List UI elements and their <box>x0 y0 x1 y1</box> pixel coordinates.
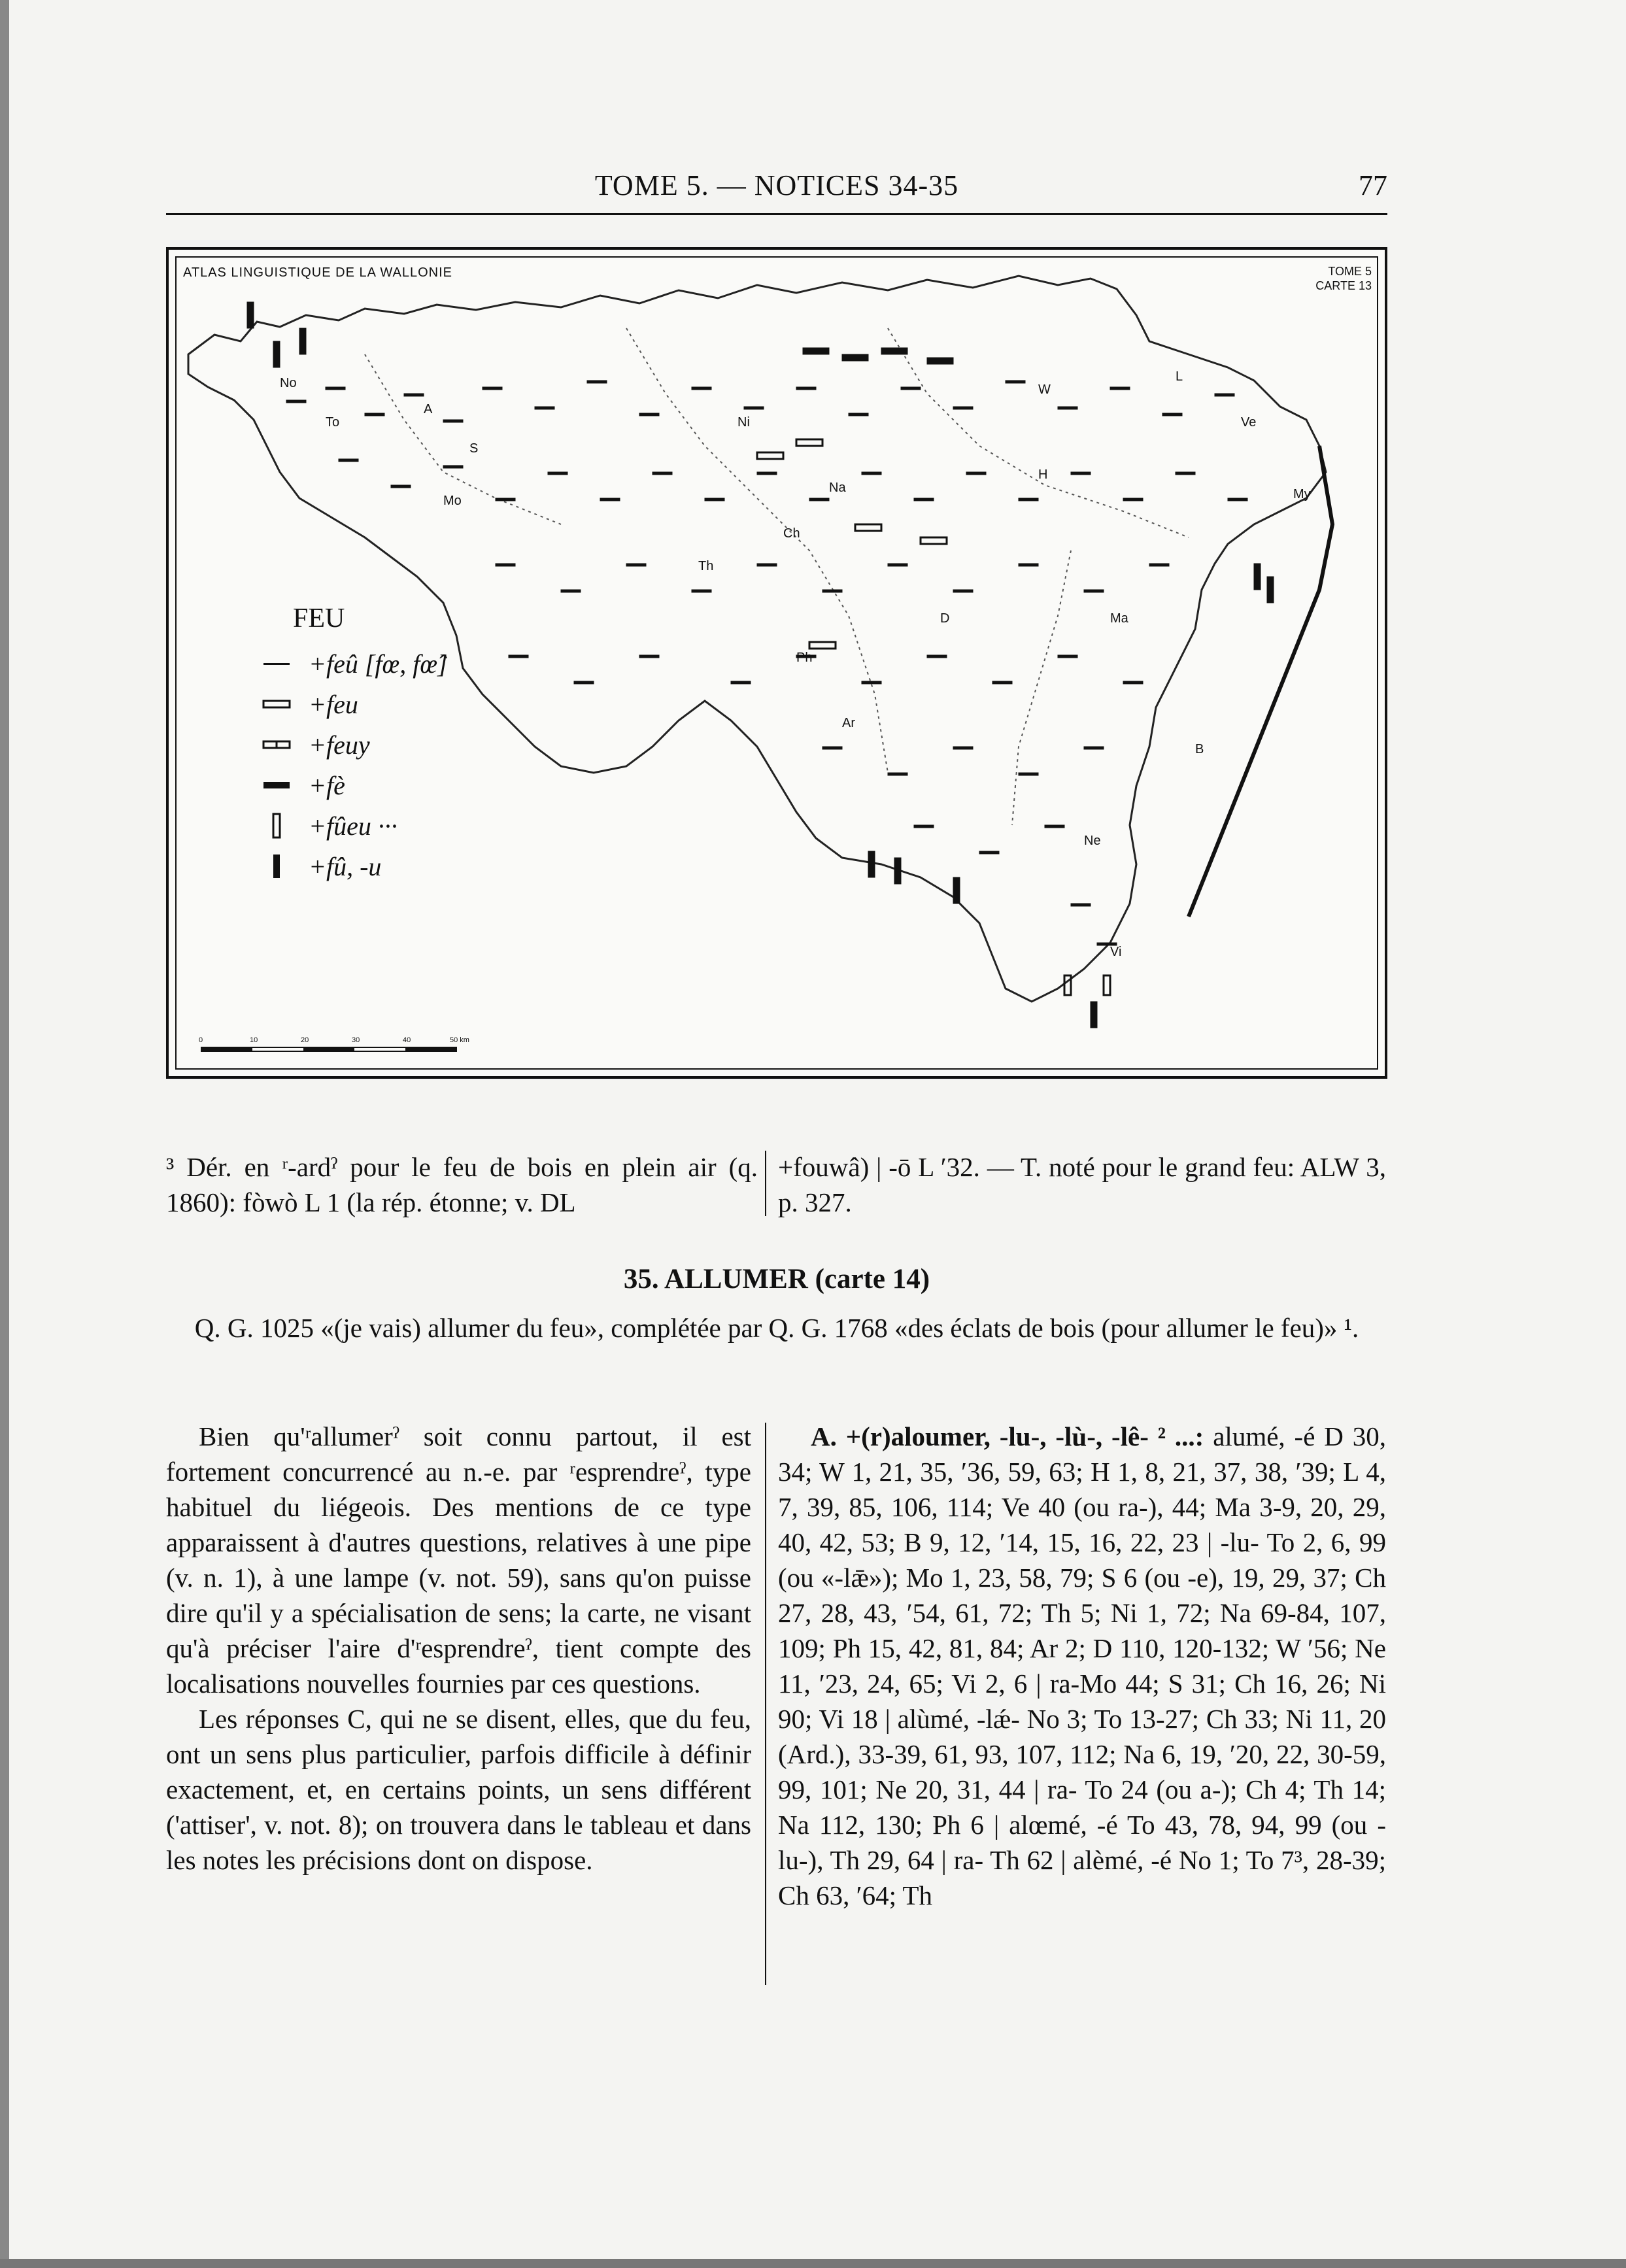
region-label: Ne <box>1084 834 1101 848</box>
header-rule <box>166 213 1387 215</box>
left-paragraph: Bien qu'ʳallumerˀ soit connu partout, il est fortement concurrencé au n.-e. par ʳesprendreˀ, type habituel du liégeois. Des mentions de ce type apparaissent à d'autres questions, relatives à une pipe (v. n. 1), à une lampe (v. not. 59), sans qu'on puisse dire qu'il y a spécialisation de sens; la carte, ne visant qu'à préciser l'aire d'ʳesprendreˀ, tient compte des localisations nouvelles fournies par ces questions. <box>166 1421 751 1699</box>
region-label: B <box>1195 742 1204 756</box>
map-atlas-label: ATLAS LINGUISTIQUE DE LA WALLONIE <box>183 265 452 280</box>
internal-boundary <box>365 354 561 524</box>
scale-tick-label: 50 km <box>450 1036 469 1044</box>
running-head <box>166 169 1387 214</box>
region-label: Ve <box>1241 415 1257 430</box>
region-label: Mo <box>443 494 462 508</box>
vertical-solid-bar-icon <box>254 853 299 879</box>
scale-tick-label: 20 <box>301 1036 309 1044</box>
footnote-separator <box>765 1151 766 1216</box>
region-label: W <box>1038 382 1051 397</box>
vertical-hollow-bar-icon <box>254 813 299 839</box>
scale-tick-label: 40 <box>403 1036 411 1044</box>
legend-item <box>254 724 448 765</box>
page-edge-left <box>0 0 9 2268</box>
legend-label: +feu <box>309 689 358 719</box>
region-label: Na <box>829 481 846 495</box>
region-label: L <box>1176 369 1183 384</box>
region-label: To <box>326 415 340 430</box>
legend-item <box>254 765 448 805</box>
region-label: A <box>424 402 433 416</box>
legend-title: FEU <box>293 603 345 634</box>
legend-label: +feû [fœ, fœ̂] <box>309 649 448 679</box>
legend-label: +fûeu ··· <box>309 811 398 841</box>
map-tome: TOME 5 <box>1328 265 1372 278</box>
dash-symbol-icon <box>254 660 299 667</box>
right-column <box>778 1419 1386 1913</box>
running-title: TOME 5. — NOTICES 34-35 <box>594 169 959 201</box>
eastern-border <box>1189 446 1332 917</box>
legend-label: +fè <box>309 770 345 800</box>
region-label: Th <box>698 559 714 573</box>
scale-bar <box>199 1036 469 1051</box>
entry-lead: A. +(r)aloumer, -lu-, -lù-, -lê- ² ...: <box>811 1421 1204 1451</box>
page-number: 77 <box>1359 169 1387 201</box>
legend-label: +feuy <box>309 730 370 760</box>
page-edge-bottom <box>0 2259 1626 2268</box>
entry-text: alumé, -é D 30, 34; W 1, 21, 35, ′36, 59, 63; H 1, 8, 21, 37, 38, ′39; L 4, 7, 39, 85, 106, 114; Ve 40 (ou ra-), 44; Ma 3-9, 20, 29, 40, 42, 53; B 9, 12, ′14, 15, 16, 22, 23 | -lu- To 2, 6, 99 (ou «-lǣ»); Mo 1, 23, 58, 79; S 6 (ou -e), 19, 29, 37; Ch 27, 28, 43, ′54, 61, 72; Th 5; Ni 1, 72; Na 69-84, 107, 109; Ph 15, 42, 81, 84; Ar 2; D 110, 120-132; W ′56; Ne 11, ′23, 24, 65; Vi 2, 6 | ra-Mo 44; S 31; Ch 16, 26; Ni 90; Vi 18 | alùmé, -lǽ- No 3; To 13-27; Ch 33; Ni 11, 20 (Ard.), 33-39, 61, 93, 107, 112; Na 6, 19, ′20, 22, 30-59, 99, 101; Ne 20, 31, 44 | ra- To 24 (ou a-); Ch 4; Th 14; Na 112, 130; Ph 6 | alœmé, -é To 43, 78, 94, 99 (ou -lu-), Th 29, 64 | ra- Th 62 | alèmé, -é No 1; To 7³, 28-39; Ch 63, ′64; Th <box>778 1421 1387 1910</box>
column-separator <box>765 1423 766 1985</box>
region-label: No <box>280 376 297 390</box>
region-label: Vi <box>1110 945 1122 959</box>
region-label: My <box>1293 487 1311 501</box>
legend-item <box>254 684 448 724</box>
legend-item <box>254 643 448 684</box>
map-legend <box>254 603 448 887</box>
region-label: Ch <box>783 526 800 541</box>
footnote-left: ³ Dér. en ʳ-ardˀ pour le feu de bois en plein air (q. 1860): fòwò L 1 (la rép. étonne; v. DL <box>166 1152 758 1217</box>
section-title: 35. ALLUMER (carte 14) <box>623 1264 930 1295</box>
legend-item <box>254 846 448 887</box>
region-label: Ma <box>1110 611 1128 626</box>
legend-label: +fû, -u <box>309 851 382 881</box>
region-label: Ni <box>737 415 750 430</box>
section-intro: Q. G. 1025 «(je vais) allumer du feu», complétée par Q. G. 1768 «des éclats de bois (pour allumer le feu)» ¹. <box>194 1313 1359 1343</box>
solid-bar-icon <box>254 781 299 790</box>
left-paragraph: Les réponses C, qui ne se disent, elles, que du feu, ont un sens plus particulier, parfois difficile à définir exactement, et, en certains points, un sens différent ('attiser', v. not. 8); on trouvera dans le tableau et dans les notes les précisions dont on dispose. <box>166 1704 751 1875</box>
region-label: H <box>1038 467 1048 482</box>
left-column <box>166 1419 751 1878</box>
region-label: Ar <box>842 716 855 730</box>
hollow-bar-icon <box>254 700 299 709</box>
scale-tick-label: 30 <box>352 1036 360 1044</box>
map-carte: CARTE 13 <box>1315 279 1372 292</box>
footnote-right: +fouwâ) | -ō L ′32. — T. noté pour le grand feu: ALW 3, p. 327. <box>778 1152 1386 1217</box>
region-label: Ph <box>796 651 813 665</box>
dialect-map <box>166 247 1387 1079</box>
scale-tick-label: 0 <box>199 1036 203 1044</box>
legend-item <box>254 805 448 846</box>
split-bar-icon <box>254 740 299 749</box>
right-paragraph <box>778 1419 1386 1913</box>
region-label: D <box>940 611 950 626</box>
internal-boundary <box>1012 550 1071 825</box>
internal-boundary <box>626 328 888 773</box>
region-label: S <box>469 441 479 456</box>
scale-tick-label: 10 <box>250 1036 258 1044</box>
